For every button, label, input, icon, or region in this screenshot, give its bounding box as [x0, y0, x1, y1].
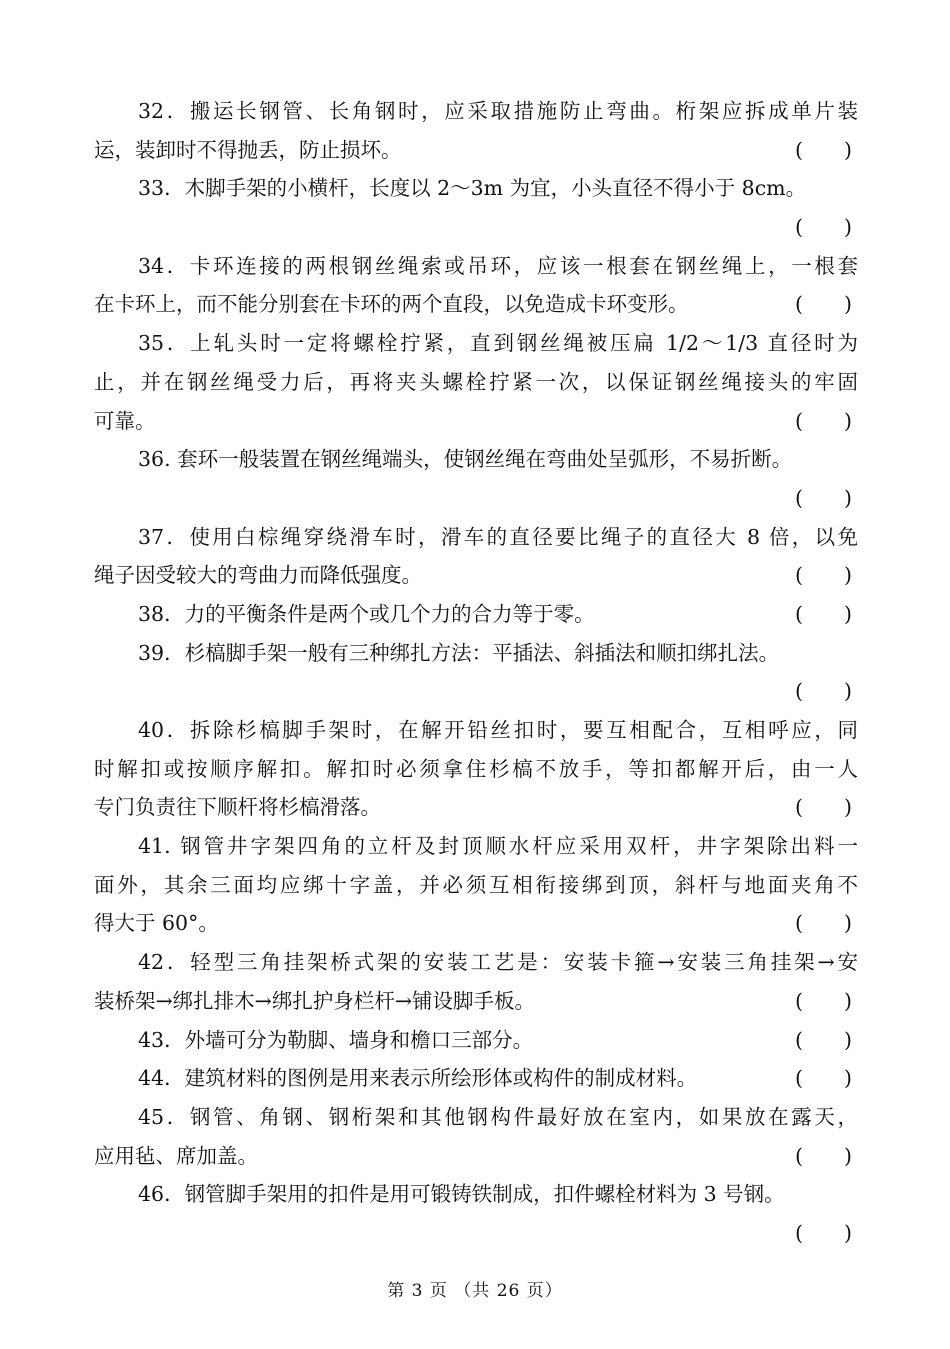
question-line — [94, 169, 858, 208]
question-item-37 — [94, 518, 858, 595]
question-text: 可靠。 — [94, 408, 156, 433]
question-line — [94, 866, 858, 905]
question-line — [94, 440, 858, 479]
question-item-41 — [94, 827, 858, 943]
question-text: 33．木脚手架的小横杆，长度以 2～3m 为宜，小头直径不得小于 8cm。 — [138, 176, 807, 201]
question-item-35 — [94, 324, 858, 440]
question-line — [94, 1021, 858, 1060]
question-text: 32．搬运长钢管、长角钢时，应采取措施防止弯曲。桁架应拆成单片装 — [138, 99, 858, 123]
question-line — [94, 1137, 858, 1176]
question-item-46 — [94, 1175, 858, 1252]
answer-blank[interactable]: ( ) — [795, 1143, 852, 1168]
question-text: 41. 钢管井字架四角的立杆及封顶顺水杆应采用双杆，井字架除出料一 — [138, 834, 858, 859]
question-text: 得大于 60°。 — [94, 911, 219, 936]
question-text: 39．杉槁脚手架一般有三种绑扎方法：平插法、斜插法和顺扣绑扎法。 — [138, 640, 780, 665]
question-text: 装桥架→绑扎排木→绑扎护身栏杆→铺设脚手板。 — [94, 988, 536, 1013]
question-line — [94, 904, 858, 943]
question-line — [94, 943, 858, 982]
answer-blank[interactable]: ( ) — [795, 137, 852, 162]
question-line — [94, 556, 858, 595]
page-footer: 第 3 页 （共 26 页） — [387, 1281, 563, 1301]
question-item-44 — [94, 1059, 858, 1098]
question-list — [94, 92, 858, 1253]
answer-blank[interactable]: ( ) — [795, 679, 852, 704]
question-text: 35．上轧头时一定将螺栓拧紧，直到钢丝绳被压扁 1/2～1/3 直径时为 — [138, 331, 858, 356]
question-item-39 — [94, 634, 858, 711]
answer-blank[interactable]: ( ) — [795, 408, 852, 433]
question-line — [94, 285, 858, 324]
question-line — [94, 1059, 858, 1098]
question-item-42 — [94, 943, 858, 1020]
answer-line — [94, 208, 858, 247]
question-text: 绳子因受较大的弯曲力而降低强度。 — [94, 563, 422, 588]
question-text: 42．轻型三角挂架桥式架的安装工艺是：安装卡箍→安装三角挂架→安 — [138, 950, 858, 975]
question-line — [94, 827, 858, 866]
answer-blank[interactable]: ( ) — [795, 292, 852, 317]
question-item-36 — [94, 440, 858, 517]
question-line — [94, 363, 858, 402]
answer-blank[interactable]: ( ) — [795, 485, 852, 510]
answer-line — [94, 1214, 858, 1253]
question-text: 专门负责往下顺杆将杉槁滑落。 — [94, 795, 381, 820]
question-line — [94, 131, 858, 170]
question-text: 止，并在钢丝绳受力后，再将夹头螺栓拧紧一次，以保证钢丝绳接头的牢固 — [94, 369, 858, 394]
question-line — [94, 1098, 858, 1137]
answer-line — [94, 672, 858, 711]
question-line — [94, 92, 858, 131]
question-text: 运，装卸时不得抛丢，防止损坏。 — [94, 137, 402, 162]
answer-blank[interactable]: ( ) — [795, 1066, 852, 1091]
question-item-34 — [94, 247, 858, 324]
question-line — [94, 247, 858, 286]
question-item-43 — [94, 1021, 858, 1060]
question-line — [94, 1175, 858, 1214]
question-text: 38．力的平衡条件是两个或几个力的合力等于零。 — [138, 601, 595, 626]
answer-blank[interactable]: ( ) — [795, 601, 852, 626]
question-line — [94, 595, 858, 634]
question-text: 37．使用白棕绳穿绕滑车时，滑车的直径要比绳子的直径大 8 倍，以免 — [138, 524, 858, 549]
question-text: 时解扣或按顺序解扣。解扣时必须拿住杉槁不放手，等扣都解开后，由一人 — [94, 756, 858, 781]
question-text: 面外，其余三面均应绑十字盖，并必须互相衔接绑到顶，斜杆与地面夹角不 — [94, 872, 858, 897]
question-line — [94, 402, 858, 441]
question-text: 36. 套环一般装置在钢丝绳端头，使钢丝绳在弯曲处呈弧形，不易折断。 — [138, 447, 793, 472]
question-line — [94, 788, 858, 827]
answer-line — [94, 479, 858, 518]
question-line — [94, 634, 858, 673]
question-line — [94, 750, 858, 789]
answer-blank[interactable]: ( ) — [795, 1220, 852, 1245]
question-line — [94, 982, 858, 1021]
answer-blank[interactable]: ( ) — [795, 911, 852, 936]
answer-blank[interactable]: ( ) — [795, 988, 852, 1013]
question-item-40 — [94, 711, 858, 827]
question-item-45 — [94, 1098, 858, 1175]
question-text: 44．建筑材料的图例是用来表示所绘形体或构件的制成材料。 — [138, 1066, 698, 1091]
answer-blank[interactable]: ( ) — [795, 795, 852, 820]
answer-blank[interactable]: ( ) — [795, 1027, 852, 1052]
question-item-32 — [94, 92, 858, 169]
question-text: 34．卡环连接的两根钢丝绳索或吊环，应该一根套在钢丝绳上，一根套 — [138, 253, 858, 278]
question-text: 在卡环上，而不能分别套在卡环的两个直段，以免造成卡环变形。 — [94, 292, 689, 317]
question-line — [94, 711, 858, 750]
answer-blank[interactable]: ( ) — [795, 563, 852, 588]
question-item-33 — [94, 169, 858, 246]
question-text: 应用毡、席加盖。 — [94, 1143, 258, 1168]
answer-blank[interactable]: ( ) — [795, 215, 852, 240]
question-line — [94, 518, 858, 557]
question-text: 40．拆除杉槁脚手架时，在解开铅丝扣时，要互相配合，互相呼应，同 — [138, 718, 858, 742]
question-line — [94, 324, 858, 363]
question-item-38 — [94, 595, 858, 634]
question-text: 46．钢管脚手架用的扣件是用可锻铸铁制成，扣件螺栓材料为 3 号钢。 — [138, 1182, 785, 1207]
question-text: 43．外墙可分为勒脚、墙身和檐口三部分。 — [138, 1027, 534, 1052]
question-text: 45．钢管、角钢、钢桁架和其他钢构件最好放在室内，如果放在露天， — [138, 1104, 858, 1129]
